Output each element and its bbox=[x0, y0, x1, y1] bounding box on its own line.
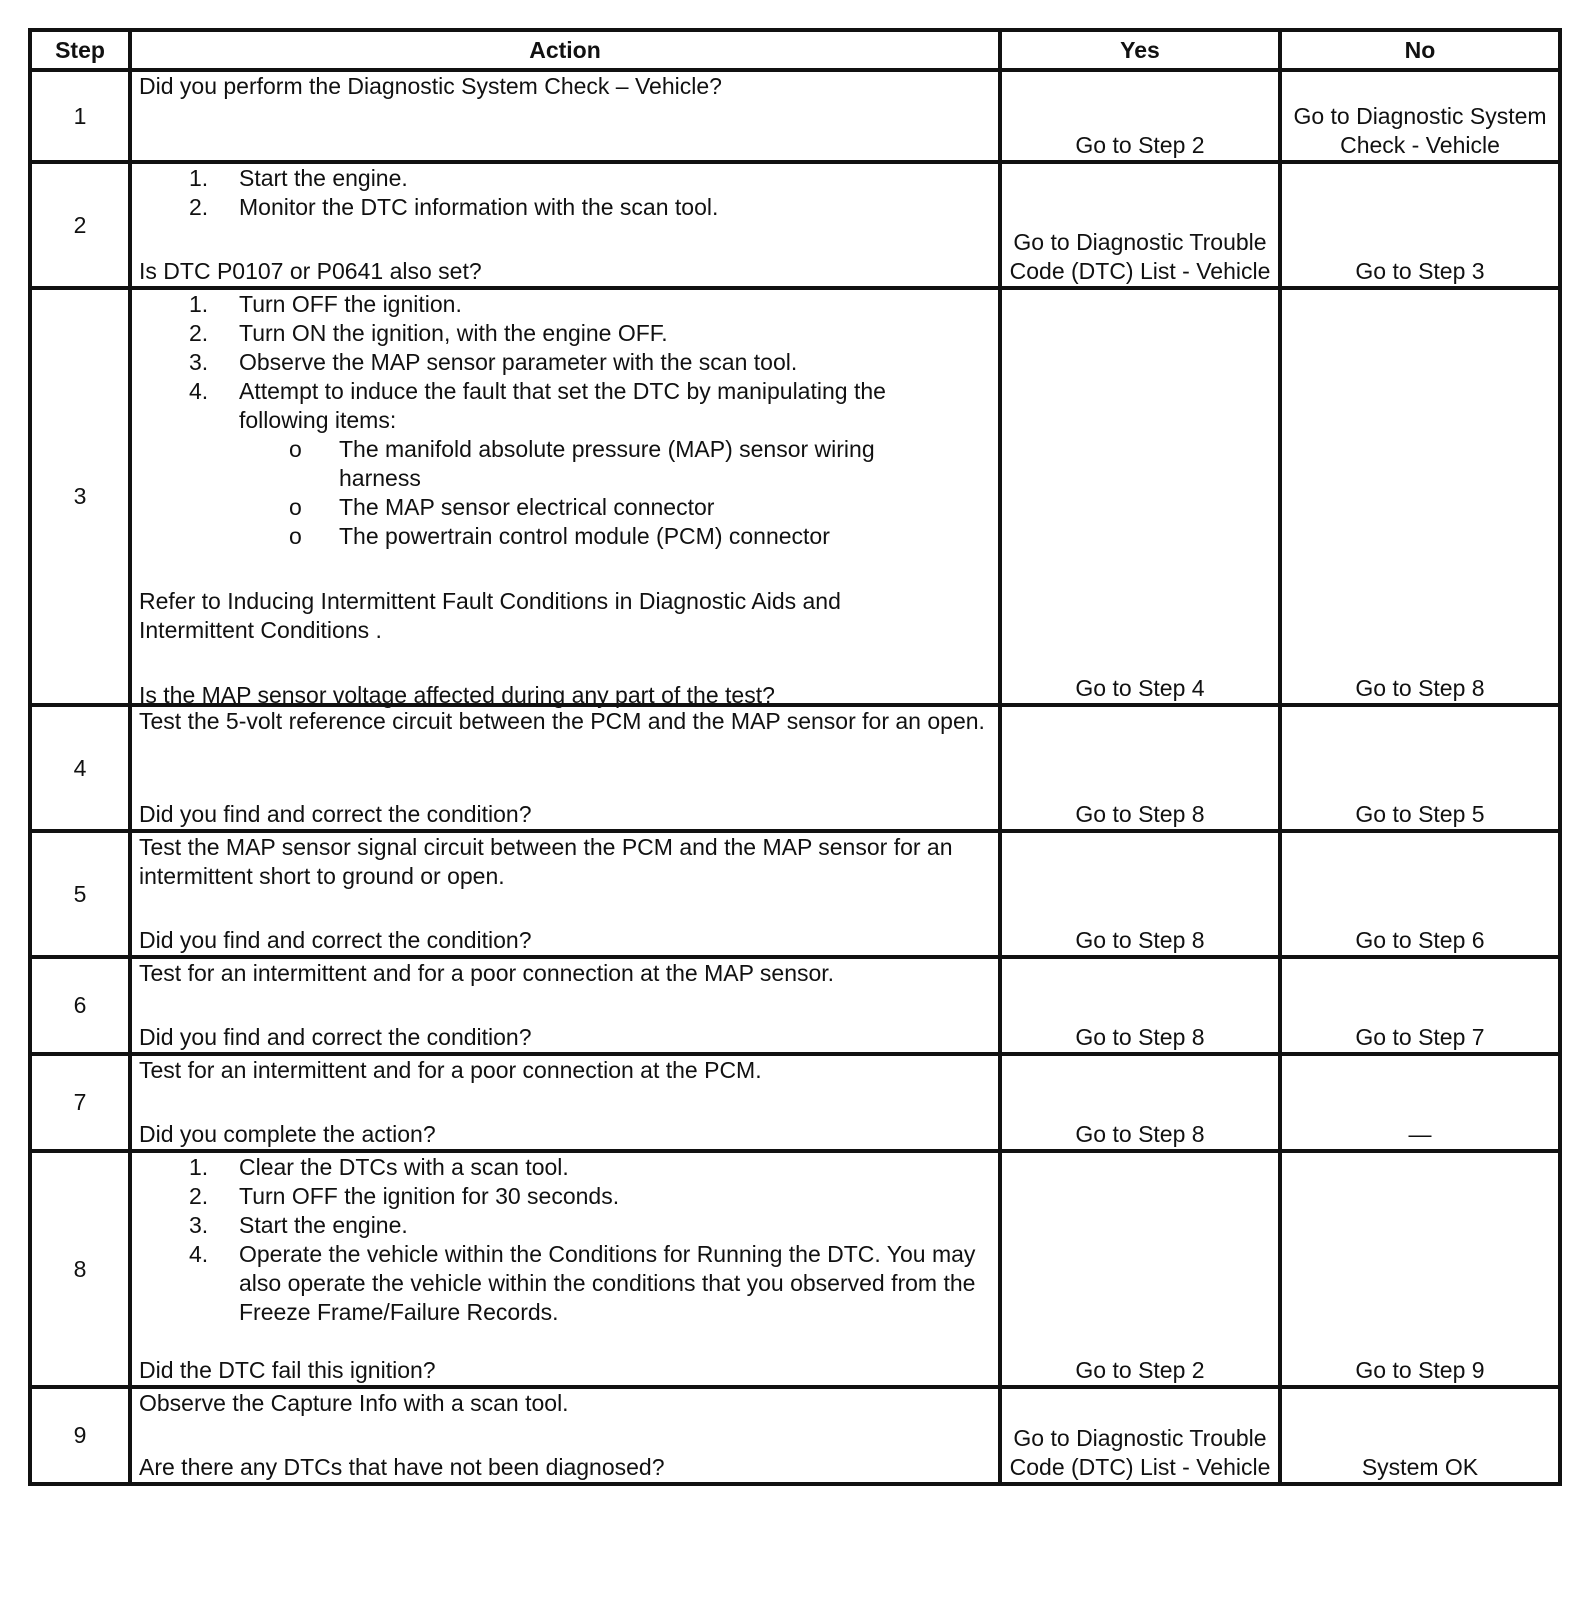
no-cell: Go to Step 9 bbox=[1280, 1151, 1560, 1387]
action-cell bbox=[130, 957, 1000, 1054]
header-no: No bbox=[1280, 30, 1560, 70]
step-number: 6 bbox=[30, 957, 130, 1054]
action-subitems bbox=[239, 435, 931, 551]
action-question: Did you find and correct the condition? bbox=[139, 927, 532, 953]
action-step: 2. Turn ON the ignition, with the engine OFF. bbox=[189, 320, 668, 346]
header-action: Action bbox=[130, 30, 1000, 70]
action-subitem: o The MAP sensor electrical connector bbox=[289, 494, 715, 520]
action-step: 1. Turn OFF the ignition. bbox=[189, 291, 462, 317]
action-step: 2. Turn OFF the ignition for 30 seconds. bbox=[189, 1183, 620, 1209]
action-step: 3. Observe the MAP sensor parameter with the scan tool. bbox=[189, 349, 798, 375]
action-cell bbox=[130, 831, 1000, 957]
step-number: 4 bbox=[30, 705, 130, 831]
table-row bbox=[30, 957, 1560, 1054]
action-question: Is the MAP sensor voltage affected during any part of the test? bbox=[139, 682, 775, 708]
action-step: 1. Clear the DTCs with a scan tool. bbox=[189, 1154, 569, 1180]
no-cell: Go to Step 5 bbox=[1280, 705, 1560, 831]
no-cell: — bbox=[1280, 1054, 1560, 1151]
action-question: Are there any DTCs that have not been diagnosed? bbox=[139, 1454, 665, 1480]
table-row bbox=[30, 70, 1560, 162]
no-cell: Go to Step 8 bbox=[1280, 288, 1560, 705]
action-text: Did you perform the Diagnostic System Check – Vehicle? bbox=[139, 73, 722, 99]
table-row bbox=[30, 705, 1560, 831]
action-question: Did you find and correct the condition? bbox=[139, 801, 532, 827]
action-question: Did you find and correct the condition? bbox=[139, 1024, 532, 1050]
action-cell bbox=[130, 1151, 1000, 1387]
header-step: Step bbox=[30, 30, 130, 70]
action-step: 4. Attempt to induce the fault that set the DTC by manipulating the following items: bbox=[189, 378, 886, 433]
action-text: Observe the Capture Info with a scan tool. bbox=[139, 1390, 569, 1416]
step-number: 8 bbox=[30, 1151, 130, 1387]
yes-cell: Go to Step 2 bbox=[1000, 1151, 1280, 1387]
action-text: Test the 5-volt reference circuit between the PCM and the MAP sensor for an open. bbox=[139, 708, 985, 734]
yes-cell: Go to Step 4 bbox=[1000, 288, 1280, 705]
action-text: Test for an intermittent and for a poor connection at the MAP sensor. bbox=[139, 960, 835, 986]
yes-cell: Go to Step 8 bbox=[1000, 1054, 1280, 1151]
action-question: Did the DTC fail this ignition? bbox=[139, 1357, 436, 1383]
table-row bbox=[30, 288, 1560, 705]
yes-cell: Go to Step 8 bbox=[1000, 705, 1280, 831]
no-cell: Go to Step 7 bbox=[1280, 957, 1560, 1054]
action-step: 2. Monitor the DTC information with the scan tool. bbox=[189, 194, 719, 220]
action-note: Refer to Inducing Intermittent Fault Conditions in Diagnostic Aids and Intermittent Conditions . bbox=[139, 588, 841, 643]
no-cell: Go to Step 6 bbox=[1280, 831, 1560, 957]
table-row bbox=[30, 831, 1560, 957]
action-subitem: o The manifold absolute pressure (MAP) sensor wiring harness bbox=[289, 436, 875, 491]
action-cell bbox=[130, 288, 1000, 708]
action-cell bbox=[130, 1387, 1000, 1484]
action-question: Is DTC P0107 or P0641 also set? bbox=[139, 258, 482, 284]
action-step: 3. Start the engine. bbox=[189, 1212, 408, 1238]
action-steps bbox=[139, 290, 991, 435]
step-number: 7 bbox=[30, 1054, 130, 1151]
yes-cell: Go to Step 8 bbox=[1000, 957, 1280, 1054]
action-steps bbox=[139, 1153, 991, 1327]
yes-cell: Go to Diagnostic Trouble Code (DTC) List - Vehicle bbox=[1000, 162, 1280, 288]
step-number: 3 bbox=[30, 288, 130, 705]
action-steps bbox=[139, 164, 991, 222]
yes-cell: Go to Step 2 bbox=[1000, 70, 1280, 162]
step-number: 5 bbox=[30, 831, 130, 957]
table-row bbox=[30, 1387, 1560, 1484]
step-number: 9 bbox=[30, 1387, 130, 1484]
table-row bbox=[30, 162, 1560, 288]
action-question: Did you complete the action? bbox=[139, 1121, 436, 1147]
step-number: 2 bbox=[30, 162, 130, 288]
no-cell: Go to Step 3 bbox=[1280, 162, 1560, 288]
step-number: 1 bbox=[30, 70, 130, 162]
action-cell bbox=[130, 162, 1000, 288]
table-row bbox=[30, 1054, 1560, 1151]
no-cell: System OK bbox=[1280, 1387, 1560, 1484]
action-subitem: o The powertrain control module (PCM) connector bbox=[289, 523, 830, 549]
diagnostic-table bbox=[28, 28, 1562, 1486]
table-row bbox=[30, 1151, 1560, 1387]
action-cell bbox=[130, 705, 1000, 831]
action-cell bbox=[130, 1054, 1000, 1151]
header-yes: Yes bbox=[1000, 30, 1280, 70]
action-step: 4. Operate the vehicle within the Conditions for Running the DTC. You may also operate the vehicle within the conditions that you observed from the Freeze Frame/Failure Records. bbox=[189, 1241, 976, 1325]
header-row bbox=[30, 30, 1560, 70]
action-text: Test for an intermittent and for a poor connection at the PCM. bbox=[139, 1057, 762, 1083]
yes-cell: Go to Diagnostic Trouble Code (DTC) List - Vehicle bbox=[1000, 1387, 1280, 1484]
yes-cell: Go to Step 8 bbox=[1000, 831, 1280, 957]
action-step: 1. Start the engine. bbox=[189, 165, 408, 191]
no-cell: Go to Diagnostic System Check - Vehicle bbox=[1280, 70, 1560, 162]
action-cell bbox=[130, 70, 1000, 162]
action-text: Test the MAP sensor signal circuit between the PCM and the MAP sensor for an intermittent short to ground or open. bbox=[139, 834, 953, 889]
